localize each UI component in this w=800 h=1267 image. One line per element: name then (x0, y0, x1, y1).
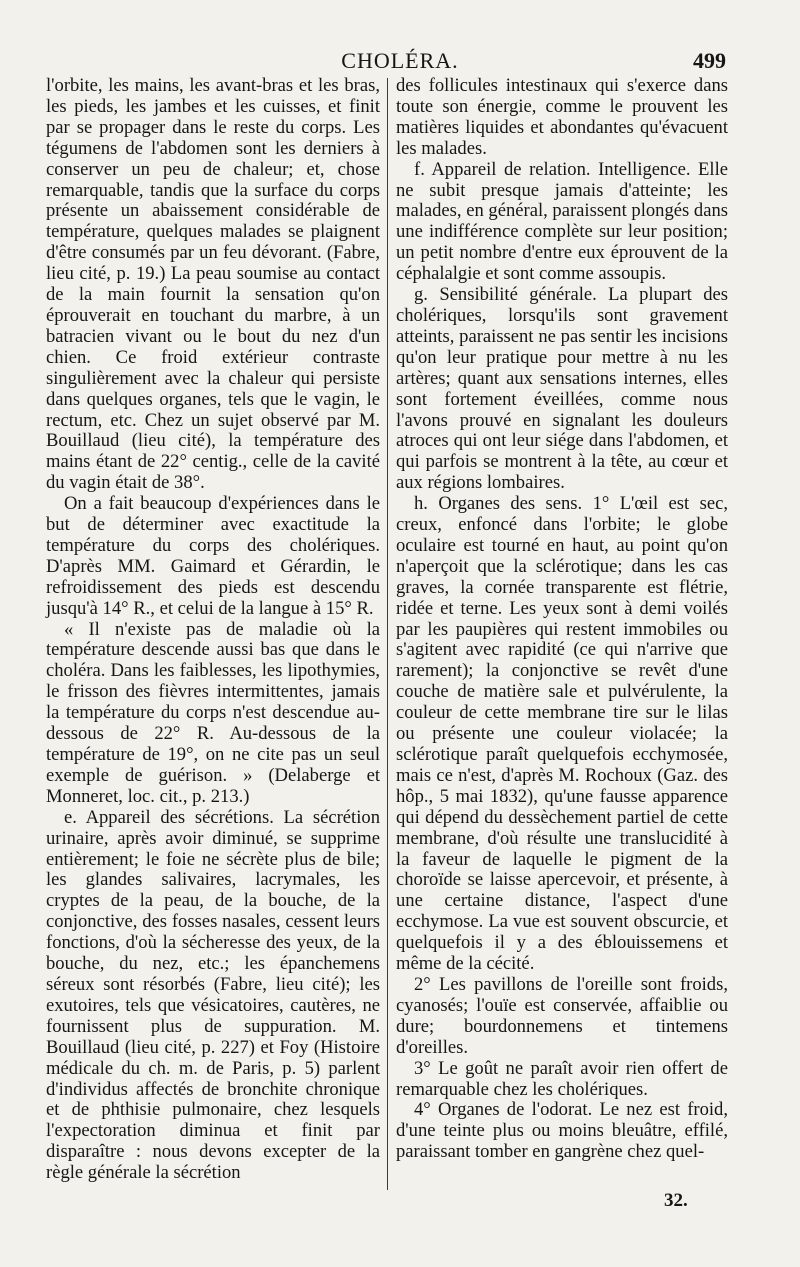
paragraph: On a fait beaucoup d'expériences dans le but de déterminer avec exactitude la température du corps des cholériques. D'après MM. Gaimard et Gérardin, le refroidissement des pieds est descendu jusqu'à 14° R., et celui de la langue à 15° R. (46, 493, 380, 619)
paragraph: h. Organes des sens. 1° L'œil est sec, creux, enfoncé dans l'orbite; le globe oculaire est tourné en haut, au point qu'on n'aperçoit que la sclérotique; dans les cas graves, la cornée transparente est flétrie, ridée et terne. Les yeux sont à demi voilés par les paupières qui restent immobiles ou s'agitent avec rapidité (ce qui n'arrive que rarement); la conjonctive se revêt d'une couche de matière sale et pulvérulente, la couleur de cette membrane tire sur le lilas ou présente une couleur violacée; la sclérotique paraît quelquefois ecchymosée, mais ce n'est, d'après M. Rochoux (Gaz. des hôp., 5 mai 1832), qu'une fausse apparence qui dépend du dessèchement partiel de cette membrane, d'où résulte une translucidité à la faveur de laquelle le pigment de la choroïde se laisse apercevoir, et présente, à une certaine distance, l'aspect d'une ecchymose. La vue est souvent obscurcie, et quelquefois il y a des éblouissemens et même de la cécité. (396, 493, 728, 975)
page-number: 499 (693, 48, 726, 73)
running-header (0, 44, 800, 78)
paragraph: 2° Les pavillons de l'oreille sont froids, cyanosés; l'ouïe est conservée, affaiblie ou dure; bourdonnemens et tintemens d'oreilles. (396, 973, 728, 1058)
paragraph: l'orbite, les mains, les avant-bras et les bras, les pieds, les jambes et les cuisses, et finit par se propager dans le reste du corps. Les tégumens de l'abdomen sont les derniers à conserver un peu de chaleur; et, chose remarquable, tandis que la surface du corps présente un abaissement considérable de température, quelques malades se plaignent d'être consumés par un feu dévorant. (Fabre, lieu cité, p. 19.) La peau soumise au contact de la main fournit la sensation qu'on éprouverait en touchant du marbre, à un batracien vivant ou le bout du nez d'un chien. Ce froid extérieur contraste singulièrement avec la chaleur qui persiste dans quelques organes, tels que le vagin, le rectum, etc. Chez un sujet observé par M. Bouillaud (lieu cité), la température des mains étant de 22° centig., celle de la cavité du vagin était de 38°. (46, 75, 380, 494)
left-column (46, 76, 380, 1184)
signature-mark: 32. (664, 1190, 688, 1211)
paragraph: f. Appareil de relation. Intelligence. Elle ne subit presque jamais d'atteinte; les malades, en général, paraissent plongés dans une indifférence complète sur leur position; un petit nombre d'entre eux éprouvent de la céphalalgie et sont comme assoupis. (396, 158, 728, 285)
paragraph: g. Sensibilité générale. La plupart des cholériques, lorsqu'ils sont gravement atteints, paraissent ne pas sentir les incisions qu'on leur pratique pour mettre à nu les artères; quant aux sensations internes, elles sont fortement éveillées, comme nous l'avons prouvé en signalant les douleurs atroces qui ont leur siége dans l'abdomen, et qui parfois se montrent à la tête, au cœur et aux régions lombaires. (396, 284, 728, 494)
running-title: CHOLÉRA. (341, 48, 459, 73)
paragraph: « Il n'existe pas de maladie où la température descende aussi bas que dans le choléra. Dans les faiblesses, les lipothymies, le frisson des fièvres intermittentes, jamais la température du corps n'est descendue au-dessous de 22° R. Au-dessous de la température de 19°, on ne cite pas un seul exemple de guérison. » (Delaberge et Monneret, loc. cit., p. 213.) (46, 618, 380, 807)
paragraph: e. Appareil des sécrétions. La sécrétion urinaire, après avoir diminué, se supprime entièrement; le foie ne sécrète plus de bile; les glandes salivaires, lacrymales, les cryptes de la peau, de la bouche, de la conjonctive, des fosses nasales, cessent leurs fonctions, d'où la sécheresse des yeux, de la bouche, du nez, etc.; les épanchemens séreux sont résorbés (Fabre, lieu cité); les exutoires, tels que vésicatoires, cautères, ne fournissent plus de suppuration. M. Bouillaud (lieu cité, p. 227) et Foy (Histoire médicale du ch. m. de Paris, p. 5) parlent d'individus affectés de bronchite chronique et de phthisie pulmonaire, chez lesquels l'expectoration diminua et finit par disparaître : nous devons excepter de la règle générale la sécrétion (46, 806, 380, 1184)
right-column (396, 76, 728, 1163)
column-divider (387, 78, 388, 1190)
paragraph: 4° Organes de l'odorat. Le nez est froid, d'une teinte plus ou moins bleuâtre, effilé, paraissant tomber en gangrène chez quel- (396, 1099, 728, 1163)
paragraph: 3° Le goût ne paraît avoir rien offert de remarquable chez les cholériques. (396, 1057, 728, 1100)
paragraph: des follicules intestinaux qui s'exerce dans toute son énergie, comme le prouvent les matières liquides et abondantes qu'évacuent les malades. (396, 75, 728, 159)
